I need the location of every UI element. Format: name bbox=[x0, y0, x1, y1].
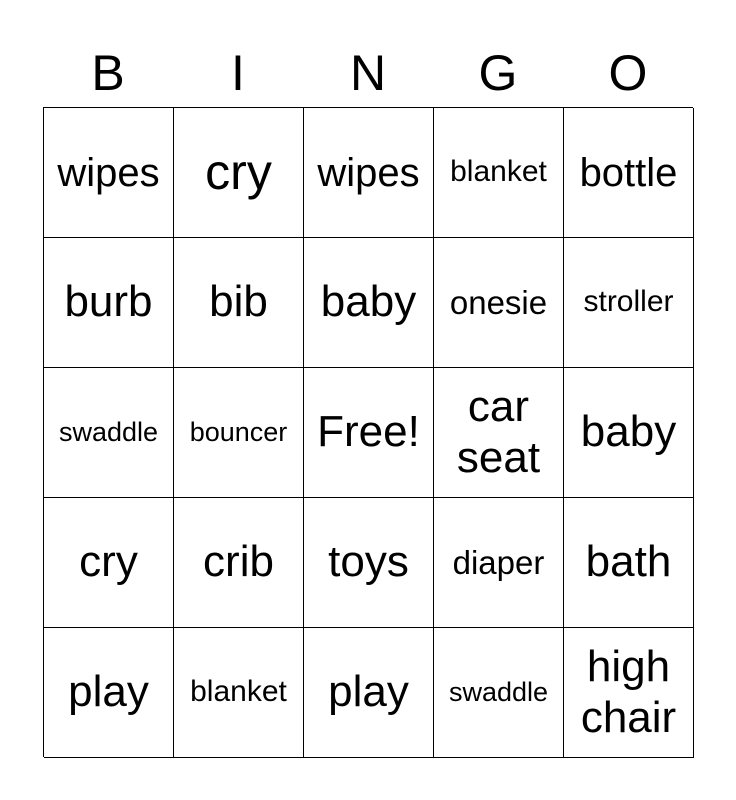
cell-label: stroller bbox=[583, 285, 674, 319]
bingo-card-grid bbox=[43, 107, 693, 757]
bingo-header bbox=[43, 40, 693, 106]
cell-label: onesie bbox=[449, 283, 548, 321]
bingo-cell[interactable] bbox=[304, 238, 434, 368]
cell-label: play bbox=[328, 667, 409, 717]
cell-label: wipes bbox=[57, 150, 160, 195]
cell-label: high chair bbox=[580, 641, 677, 742]
bingo-cell[interactable] bbox=[434, 108, 564, 238]
bingo-cell[interactable] bbox=[434, 368, 564, 498]
cell-label: cry bbox=[205, 143, 272, 200]
bingo-cell[interactable] bbox=[564, 498, 694, 628]
cell-label: bath bbox=[585, 537, 672, 587]
cell-label: wipes bbox=[317, 150, 420, 195]
cell-label: baby bbox=[580, 407, 677, 457]
bingo-cell[interactable] bbox=[434, 628, 564, 758]
cell-label: crib bbox=[203, 537, 274, 587]
cell-label: burb bbox=[64, 277, 153, 327]
cell-label: blanket bbox=[190, 675, 287, 709]
header-letter-o: O bbox=[608, 45, 648, 101]
cell-label: swaddle bbox=[58, 416, 159, 447]
bingo-cell[interactable] bbox=[434, 498, 564, 628]
cell-label: bouncer bbox=[189, 416, 288, 447]
bingo-cell[interactable] bbox=[174, 498, 304, 628]
bingo-cell[interactable] bbox=[564, 238, 694, 368]
bingo-cell[interactable] bbox=[304, 498, 434, 628]
cell-label: baby bbox=[320, 277, 417, 327]
bingo-cell[interactable] bbox=[174, 628, 304, 758]
header-letter-n: N bbox=[349, 45, 387, 101]
bingo-cell[interactable] bbox=[304, 108, 434, 238]
cell-label: play bbox=[68, 667, 149, 717]
cell-label: swaddle bbox=[448, 676, 549, 707]
cell-label: car seat bbox=[456, 381, 541, 482]
bingo-cell[interactable] bbox=[564, 108, 694, 238]
bingo-cell[interactable] bbox=[434, 238, 564, 368]
bingo-cell[interactable] bbox=[44, 108, 174, 238]
free-space-label: Free! bbox=[317, 407, 420, 457]
cell-label: blanket bbox=[450, 155, 547, 189]
bingo-cell[interactable] bbox=[564, 368, 694, 498]
bingo-cell[interactable] bbox=[174, 368, 304, 498]
cell-label: bottle bbox=[579, 150, 678, 195]
bingo-cell[interactable] bbox=[44, 498, 174, 628]
bingo-cell[interactable] bbox=[44, 368, 174, 498]
bingo-cell[interactable] bbox=[174, 108, 304, 238]
header-letter-g: G bbox=[478, 45, 518, 101]
bingo-cell[interactable] bbox=[174, 238, 304, 368]
cell-label: toys bbox=[328, 537, 409, 587]
cell-label: cry bbox=[79, 537, 138, 587]
header-letter-b: B bbox=[91, 45, 125, 101]
cell-label: bib bbox=[209, 277, 268, 327]
header-letter-i: I bbox=[231, 45, 245, 101]
bingo-cell[interactable] bbox=[304, 628, 434, 758]
bingo-cell[interactable] bbox=[44, 628, 174, 758]
free-space-cell[interactable] bbox=[304, 368, 434, 498]
cell-label: diaper bbox=[452, 543, 545, 581]
bingo-cell[interactable] bbox=[564, 628, 694, 758]
bingo-cell[interactable] bbox=[44, 238, 174, 368]
